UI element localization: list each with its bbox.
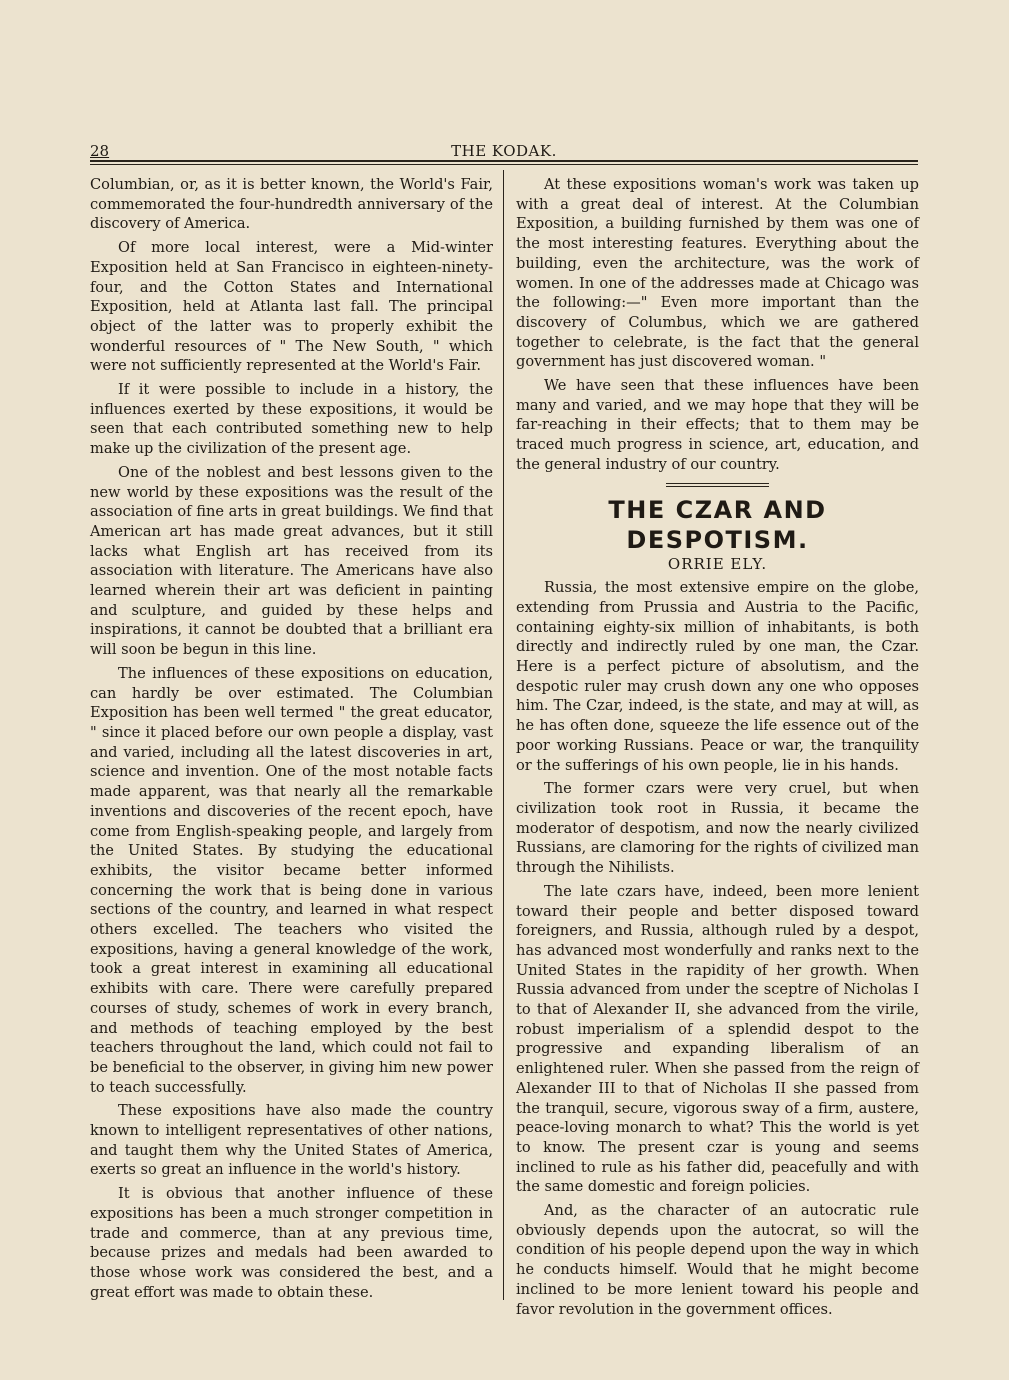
column-divider xyxy=(503,170,504,1300)
paragraph: The late czars have, indeed, been more lenient toward their people and better disposed toward foreigners, and Russia, although ruled by a despot, has advanced most wonderfully and ranks next to the United States in the rapidity of her growth. When Russia advanced from under the sceptre of Nicholas I to that of Alexander II, she advanced from the virile, robust imperialism of a splendid despot to the progressive and expanding liberalism of an enlightened ruler. When she passed from the reign of Alexander III to that of Nicholas II she passed from the tranquil, secure, vigorous sway of a firm, austere, peace-loving monarch to what? This the world is yet to know. The present czar is young and seems inclined to rule as his father did, peacefully and with the same domestic and foreign policies. xyxy=(516,882,919,1196)
paragraph: Of more local interest, were a Mid-winter Exposition held at San Francisco in eighteen-ninety-four, and the Cotton States and International Exposition, held at Atlanta last fall. The principal object of the latter was to properly exhibit the wonderful resources of " The New South, " which were not sufficiently represented at the World's Fair. xyxy=(90,239,493,375)
page-number: 28 xyxy=(90,142,110,160)
paragraph: We have seen that these influences have been many and varied, and we may hope that they will be far-reaching in their effects; that to them may be traced much progress in science, art, education, and the general industry of our country. xyxy=(516,377,919,473)
page-header xyxy=(90,140,918,166)
paragraph: Columbian, or, as it is better known, the World's Fair, commemorated the four-hundredth anniversary of the discovery of America. xyxy=(90,176,493,233)
article-title: THE CZAR AND DESPOTISM. xyxy=(608,495,827,554)
paragraph: Russia, the most extensive empire on the globe, extending from Prussia and Austria to the Pacific, containing eighty-six million of inhabitants, is both directly and indirectly ruled by one man, the Czar. Here is a perfect picture of absolutism, and the despotic ruler may crush down any one who opposes him. The Czar, indeed, is the state, and may at will, as he has often done, squeeze the life essence out of the poor working Russians. Peace or war, the tranquility or the sufferings of his own people, lie in his hands. xyxy=(516,579,919,774)
paragraph: If it were possible to include in a history, the influences exerted by these expositions, it would be seen that each contributed something new to help make up the civilization of the present age. xyxy=(90,381,493,458)
section-separator xyxy=(666,483,769,487)
left-column xyxy=(90,175,493,1306)
header-rule-thin xyxy=(90,164,918,165)
right-column xyxy=(516,175,919,1323)
running-title: THE KODAK. xyxy=(451,142,557,160)
paragraph: The influences of these expositions on education, can hardly be over estimated. The Columbian Exposition has been well termed " the great educator, " since it placed before our own people a display, vast and varied, including all the latest discoveries in art, science and invention. One of the most notable facts made apparent, was that nearly all the remarkable inventions and discoveries of the recent epoch, have come from English-speaking people, and largely from the United States. By studying the educational exhibits, the visitor became better informed concerning the work that is being done in various sections of the country, and learned in what respect others excelled. The teachers who visited the expositions, having a general knowledge of the work, took a great interest in examining all educational exhibits with care. There were carefully prepared courses of study, schemes of work in every branch, and methods of teaching employed by the best teachers throughout the land, which could not fail to be beneficial to the observer, in giving him new power to teach successfully. xyxy=(90,664,493,1096)
paragraph: And, as the character of an autocratic rule obviously depends upon the autocrat, so will the condition of his people depend upon the way in which he conducts himself. Would that he might become inclined to be more lenient toward his people and favor revolution in the government offices. xyxy=(516,1202,919,1318)
article-byline: ORRIE ELY. xyxy=(667,554,768,573)
paragraph: The former czars were very cruel, but when civilization took root in Russia, it became the moderator of despotism, and now the nearly civilized Russians, are clamoring for the rights of civilized man through the Nihilists. xyxy=(516,780,919,877)
header-rule-thick xyxy=(90,160,918,162)
paragraph: It is obvious that another influence of these expositions has been a much stronger competition in trade and commerce, than at any previous time, because prizes and medals had been awarded to those whose work was considered the best, and a great effort was made to obtain these. xyxy=(90,1185,493,1301)
paragraph: These expositions have also made the country known to intelligent representatives of other nations, and taught them why the United States of America, exerts so great an influence in the world's history. xyxy=(90,1102,493,1179)
paragraph: One of the noblest and best lessons given to the new world by these expositions was the result of the association of fine arts in great buildings. We find that American art has made great advances, but it still lacks what English art has received from its association with literature. The Americans have also learned wherein their art was deficient in painting and sculpture, and guided by these helps and inspirations, it cannot be doubted that a brilliant era will soon be begun in this line. xyxy=(90,463,493,659)
paragraph: At these expositions woman's work was taken up with a great deal of interest. At the Columbian Exposition, a building furnished by them was one of the most interesting features. Everything about the building, even the architecture, was the work of women. In one of the addresses made at Chicago was the following:—" Even more important than the discovery of Columbus, which we are gathered together to celebrate, is the fact that the general government has just discovered woman. " xyxy=(516,176,919,371)
